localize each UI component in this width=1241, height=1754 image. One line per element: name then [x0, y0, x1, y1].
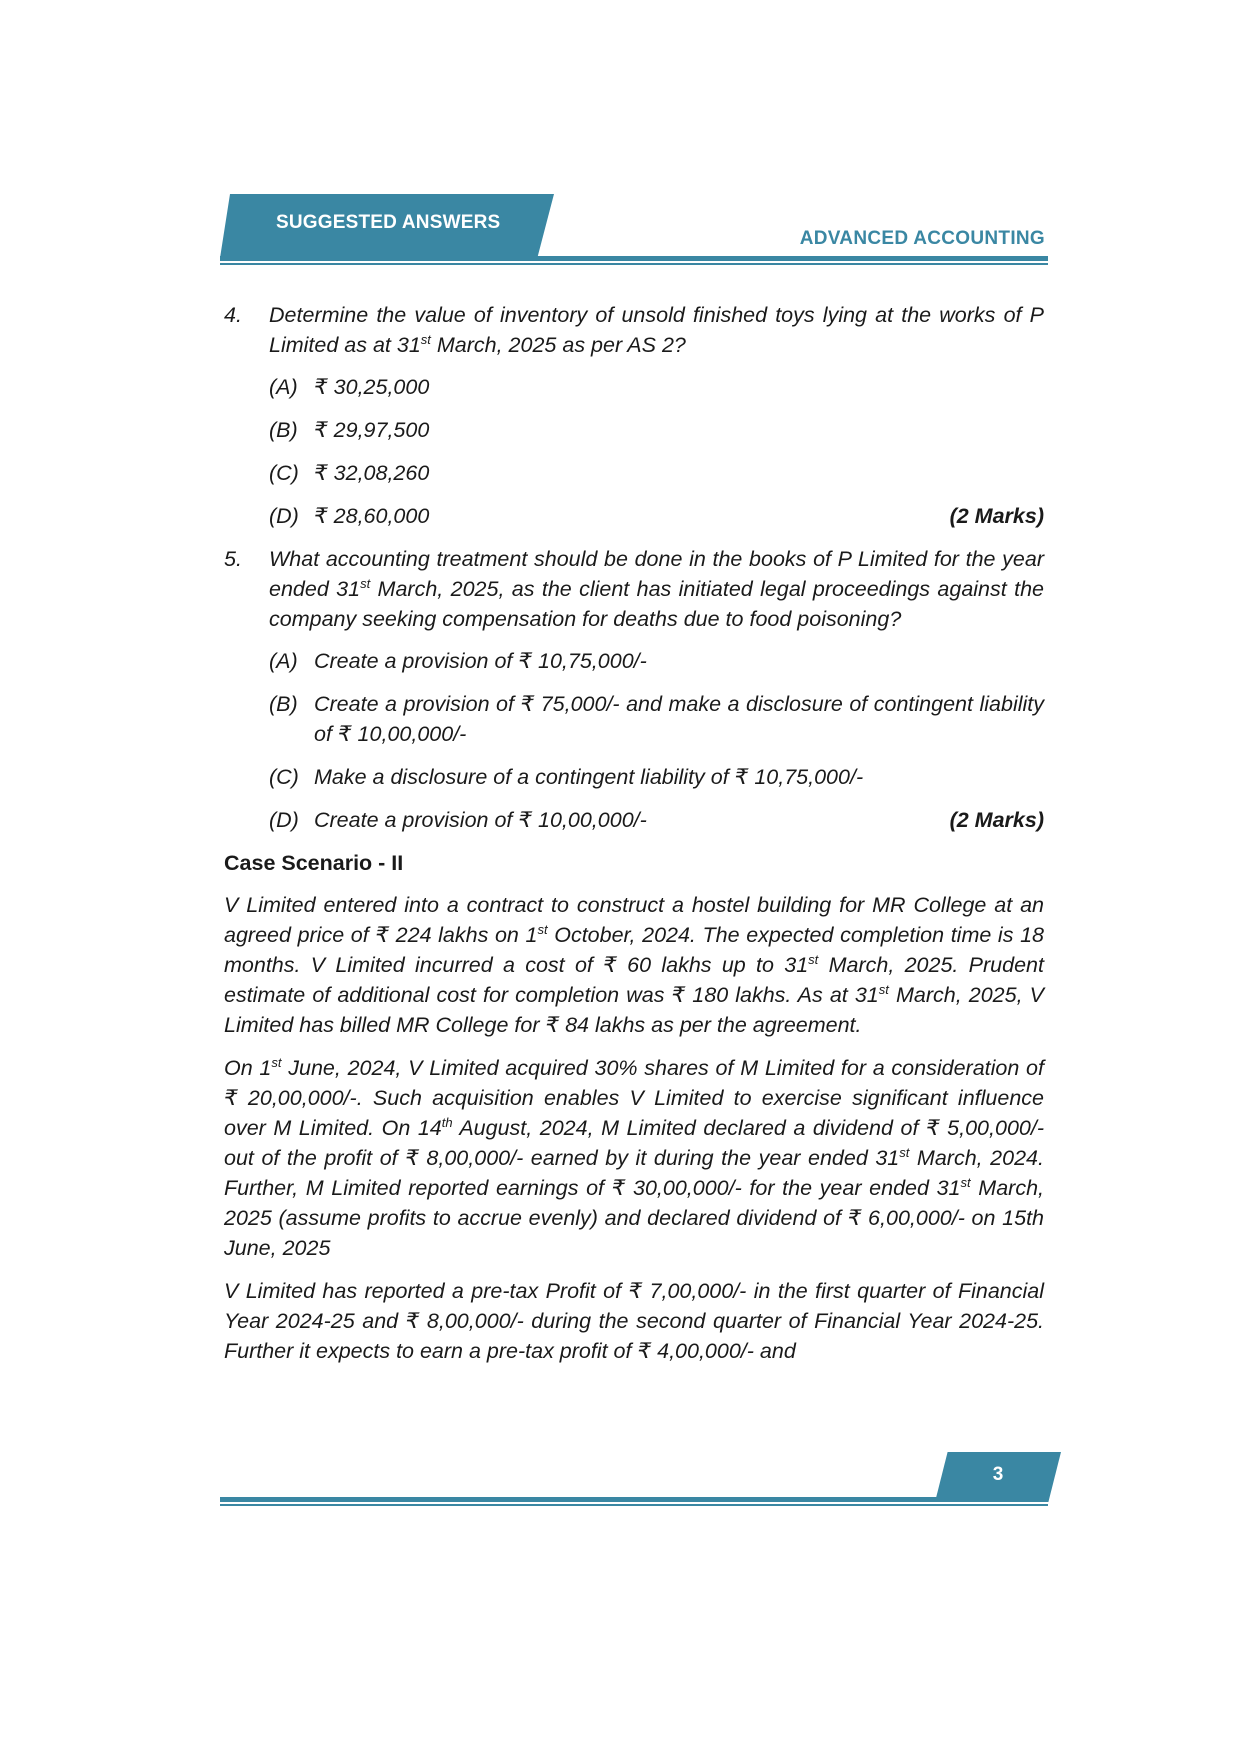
superscript: st	[420, 331, 431, 347]
question-4	[224, 300, 1044, 360]
superscript: st	[271, 1054, 282, 1070]
paragraph-text: March, 2024. Further, M Limited reported earnings of ₹ 30,00,000/- for the year ended 31	[224, 1146, 1044, 1200]
marks-label: (2 Marks)	[949, 504, 1044, 528]
case-paragraph-1	[224, 890, 1044, 1040]
footer-rule-thin	[220, 1504, 1048, 1506]
option-text: ₹ 29,97,500	[314, 418, 430, 442]
superscript: st	[899, 1144, 910, 1160]
superscript: st	[878, 981, 889, 997]
option-text: ₹ 30,25,000	[314, 375, 430, 399]
question-text-part: What accounting treatment should be done in the books of P Limited for the year ended 31	[269, 547, 1044, 601]
question-text-part: March, 2025, as the client has initiated legal proceedings against the company seeking compensation for deaths due to food poisoning?	[269, 577, 1044, 631]
paragraph-text: V Limited entered into a contract to construct a hostel building for MR College at an agreed price of ₹ 224 lakhs on 1	[224, 893, 1044, 947]
option-4d	[269, 501, 1044, 531]
option-text: ₹ 32,08,260	[314, 461, 430, 485]
option-label: (B)	[269, 692, 298, 716]
option-label: (A)	[269, 649, 298, 673]
option-4c	[269, 458, 1044, 488]
marks-label: (2 Marks)	[949, 808, 1044, 832]
option-text: ₹ 28,60,000	[314, 504, 430, 528]
paragraph-text: October, 2024. The expected completion time is 18 months. V Limited incurred a cost of ₹ 60 lakhs up to 31	[224, 923, 1044, 977]
option-text: Make a disclosure of a contingent liability of ₹ 10,75,000/-	[314, 765, 864, 789]
option-text: Create a provision of ₹ 10,75,000/-	[314, 649, 647, 673]
question-text	[269, 544, 1044, 634]
paragraph-text: March, 2025, V Limited has billed MR College for ₹ 84 lakhs as per the agreement.	[224, 983, 1044, 1037]
superscript: st	[360, 575, 371, 591]
paragraph-text: June, 2024, V Limited acquired 30% shares of M Limited for a consideration of ₹ 20,00,000/-. Such acquisition enables V Limited to exercise significant influence over M Limited. On 14	[224, 1056, 1044, 1140]
option-text: Create a provision of ₹ 10,00,000/-	[314, 808, 647, 832]
case-scenario-title: Case Scenario - II	[224, 851, 404, 875]
option-5d	[269, 805, 1044, 835]
header-left-label: SUGGESTED ANSWERS	[276, 212, 501, 233]
option-label: (D)	[269, 504, 299, 528]
superscript: st	[960, 1174, 971, 1190]
question-text	[269, 300, 1044, 360]
header-rule	[220, 256, 1048, 261]
question-number: 5.	[224, 547, 242, 571]
option-label: (A)	[269, 375, 298, 399]
superscript: th	[441, 1114, 453, 1130]
superscript: st	[808, 951, 819, 967]
header-rule-thin	[220, 263, 1048, 265]
option-label: (B)	[269, 418, 298, 442]
header-subject-title: ADVANCED ACCOUNTING	[799, 228, 1045, 249]
case-paragraph-3: V Limited has reported a pre-tax Profit of ₹ 7,00,000/- in the first quarter of Financial Year 2024-25 and ₹ 8,00,000/- during the second quarter of Financial Year 2024-25. Further it expects to earn a pre-tax profit of ₹ 4,00,000/- and	[224, 1279, 1044, 1363]
option-label: (C)	[269, 461, 299, 485]
option-label: (D)	[269, 808, 299, 832]
paragraph-text: March, 2025. Prudent estimate of additional cost for completion was ₹ 180 lakhs. As at 31	[224, 953, 1044, 1007]
footer-rule	[220, 1497, 1048, 1502]
question-text-part: March, 2025 as per AS 2?	[430, 333, 686, 357]
question-5	[224, 544, 1044, 634]
option-5a	[269, 646, 1044, 676]
question-text-part: Determine the value of inventory of unsold finished toys lying at the works of P Limited as at 31	[269, 303, 1044, 357]
page-number: 3	[992, 1464, 1004, 1485]
option-text: Create a provision of ₹ 75,000/- and make a disclosure of contingent liability of ₹ 10,00,000/-	[314, 692, 1044, 746]
page-content	[224, 300, 1044, 1379]
option-4a	[269, 372, 1044, 402]
question-number: 4.	[224, 303, 242, 327]
case-paragraph-2	[224, 1053, 1044, 1263]
paragraph-text: On 1	[224, 1056, 272, 1080]
option-5b	[269, 689, 1044, 749]
option-5c	[269, 762, 1044, 792]
paragraph-text: March, 2025 (assume profits to accrue evenly) and declared dividend of ₹ 6,00,000/- on 15th June, 2025	[224, 1176, 1044, 1260]
option-label: (C)	[269, 765, 299, 789]
superscript: st	[537, 921, 548, 937]
option-4b	[269, 415, 1044, 445]
paragraph-text: August, 2024, M Limited declared a dividend of ₹ 5,00,000/- out of the profit of ₹ 8,00,000/- earned by it during the year ended 31	[224, 1116, 1044, 1170]
